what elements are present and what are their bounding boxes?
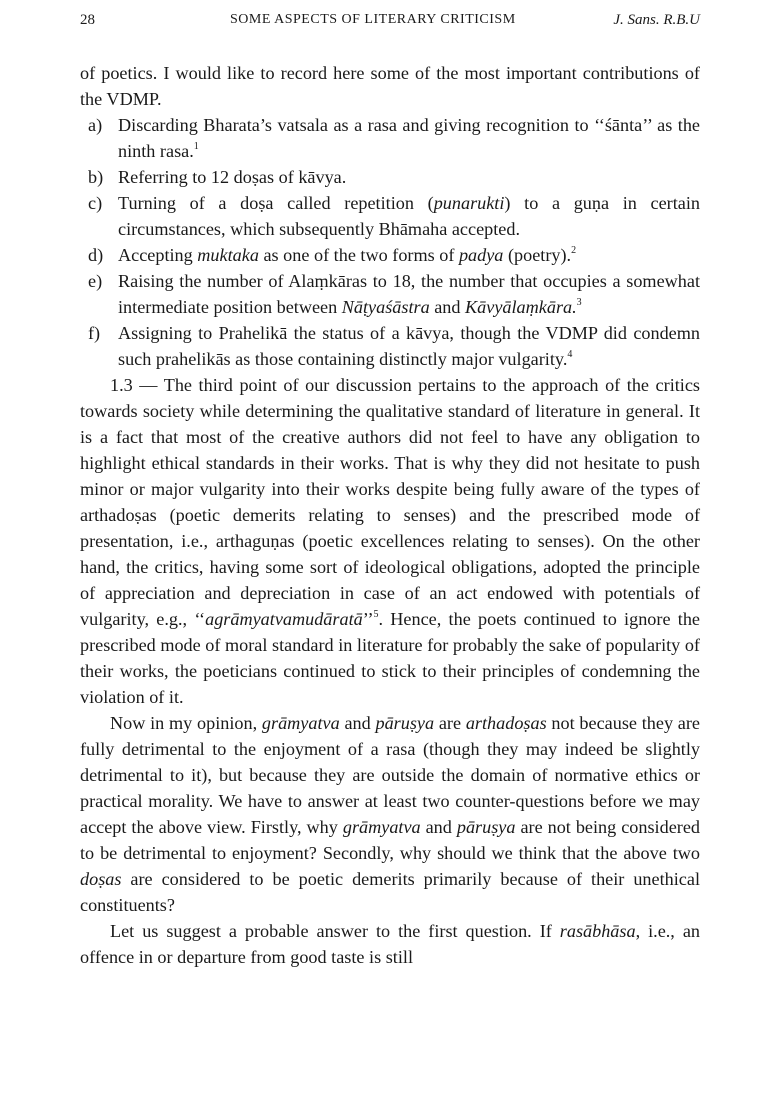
italic-term: grāmyatva (342, 817, 421, 837)
list-item-label: a) (88, 115, 103, 135)
body-paragraphs (80, 372, 700, 970)
text-run: Let us suggest a probable answer to the first question. If (110, 921, 560, 941)
text-run: are (434, 713, 466, 733)
footnote-marker: 3 (576, 297, 582, 308)
text-run: not because they are fully detrimental to the enjoyment of a rasa (though they may indeed be slightly detrimental to it), but because they are outside the domain of normative ethics or practical morality. We have to answer at least two counter-questions before we may accept the above view. Firstly, why (80, 713, 701, 837)
journal-name: J. Sans. R.B.U (613, 12, 700, 28)
list-item (80, 242, 700, 268)
italic-term: grāmyatva (261, 713, 340, 733)
body-paragraph (80, 372, 700, 710)
text-run: Referring to 12 doṣas of kāvya. (118, 167, 347, 187)
text-run: 1.3 — The third point of our discussion pertains to the approach of the critics towards society while determining the qualitative standard of literature in general. It is a fact that most of the creative authors did not feel to have any obligation to highlight ethical standards in their works. That is why they did not hesitate to push minor or major vulgarity into their works despite being fully aware of the types of arthadoṣas (poetic demerits relating to senses) and the prescribed mode of presentation, i.e., arthaguṇas (poetic excellences relating to senses). On the other hand, the critics, having some sort of ideological obligations, adopted the principle of appreciation and depreciation in case of an act endowed with potentials of vulgarity, e.g., ‘‘ (80, 375, 700, 629)
text-run: Discarding Bharata’s vatsala as a rasa and giving recognition to ‘‘śānta’’ as the ninth rasa. (118, 115, 700, 161)
contributions-list (80, 112, 700, 372)
italic-term: Kāvyālaṃkāra. (465, 297, 577, 317)
text-run: are considered to be poetic demerits primarily because of their unethical constituents? (80, 869, 700, 915)
page-body (80, 60, 700, 970)
text-run: are not being considered to be detrimental to enjoyment? Secondly, why should we think that the above two (80, 817, 700, 863)
text-run: Turning of a doṣa called repetition ( (118, 193, 434, 213)
text-run: Assigning to Prahelikā the status of a kāvya, though the VDMP did condemn such prahelikās as those containing distinctly major vulgarity. (118, 323, 700, 369)
italic-term: pāruṣya (375, 713, 435, 733)
running-title: SOME ASPECTS OF LITERARY CRITICISM (230, 12, 516, 27)
italic-term: Nāṭyaśāstra (341, 297, 430, 317)
text-run: and (339, 713, 376, 733)
list-item (80, 320, 700, 372)
body-paragraph (80, 918, 700, 970)
footnote-marker: 4 (567, 349, 573, 360)
text-run: and (420, 817, 457, 837)
italic-term: rasābhāsa (559, 921, 636, 941)
page-number: 28 (80, 12, 95, 28)
list-item-label: f) (88, 323, 101, 343)
footnote-marker: 5 (373, 609, 379, 620)
footnote-marker: 2 (571, 245, 577, 256)
italic-term: agrāmyatvamudāratā (205, 609, 363, 629)
list-item (80, 268, 700, 320)
italic-term: punarukti (433, 193, 505, 213)
text-run: ’’ (362, 609, 374, 629)
text-run: Now in my opinion, (110, 713, 262, 733)
list-item-label: c) (88, 193, 103, 213)
list-item (80, 190, 700, 242)
running-header (80, 12, 700, 36)
intro-paragraph: of poetics. I would like to record here some of the most important contributions of the VDMP. (80, 63, 700, 109)
italic-term: doṣas (80, 869, 122, 889)
footnote-marker: 1 (193, 141, 199, 152)
text-run: ) to a guṇa in certain circumstances, which subsequently Bhāmaha accepted. (118, 193, 700, 239)
text-run: (poetry). (503, 245, 572, 265)
italic-term: pāruṣya (456, 817, 516, 837)
text-run: Accepting (118, 245, 198, 265)
text-run: and (429, 297, 466, 317)
text-run: , i.e., an offence in or departure from good taste is still (80, 921, 700, 967)
italic-term: muktaka (197, 245, 259, 265)
list-item (80, 112, 700, 164)
italic-term: padya (458, 245, 504, 265)
text-run: as one of the two forms of (258, 245, 459, 265)
list-item-label: e) (88, 271, 103, 291)
text-run: . Hence, the poets continued to ignore the prescribed mode of moral standard in literature for probably the sake of popularity of their works, the poeticians continued to stick to their principles of condemning the violation of it. (80, 609, 700, 707)
list-item (80, 164, 700, 190)
list-item-label: b) (88, 167, 104, 187)
list-item-label: d) (88, 245, 104, 265)
body-paragraph (80, 710, 700, 918)
italic-term: arthadoṣas (465, 713, 547, 733)
text-run: Raising the number of Alaṃkāras to 18, the number that occupies a somewhat intermediate position between (118, 271, 700, 317)
